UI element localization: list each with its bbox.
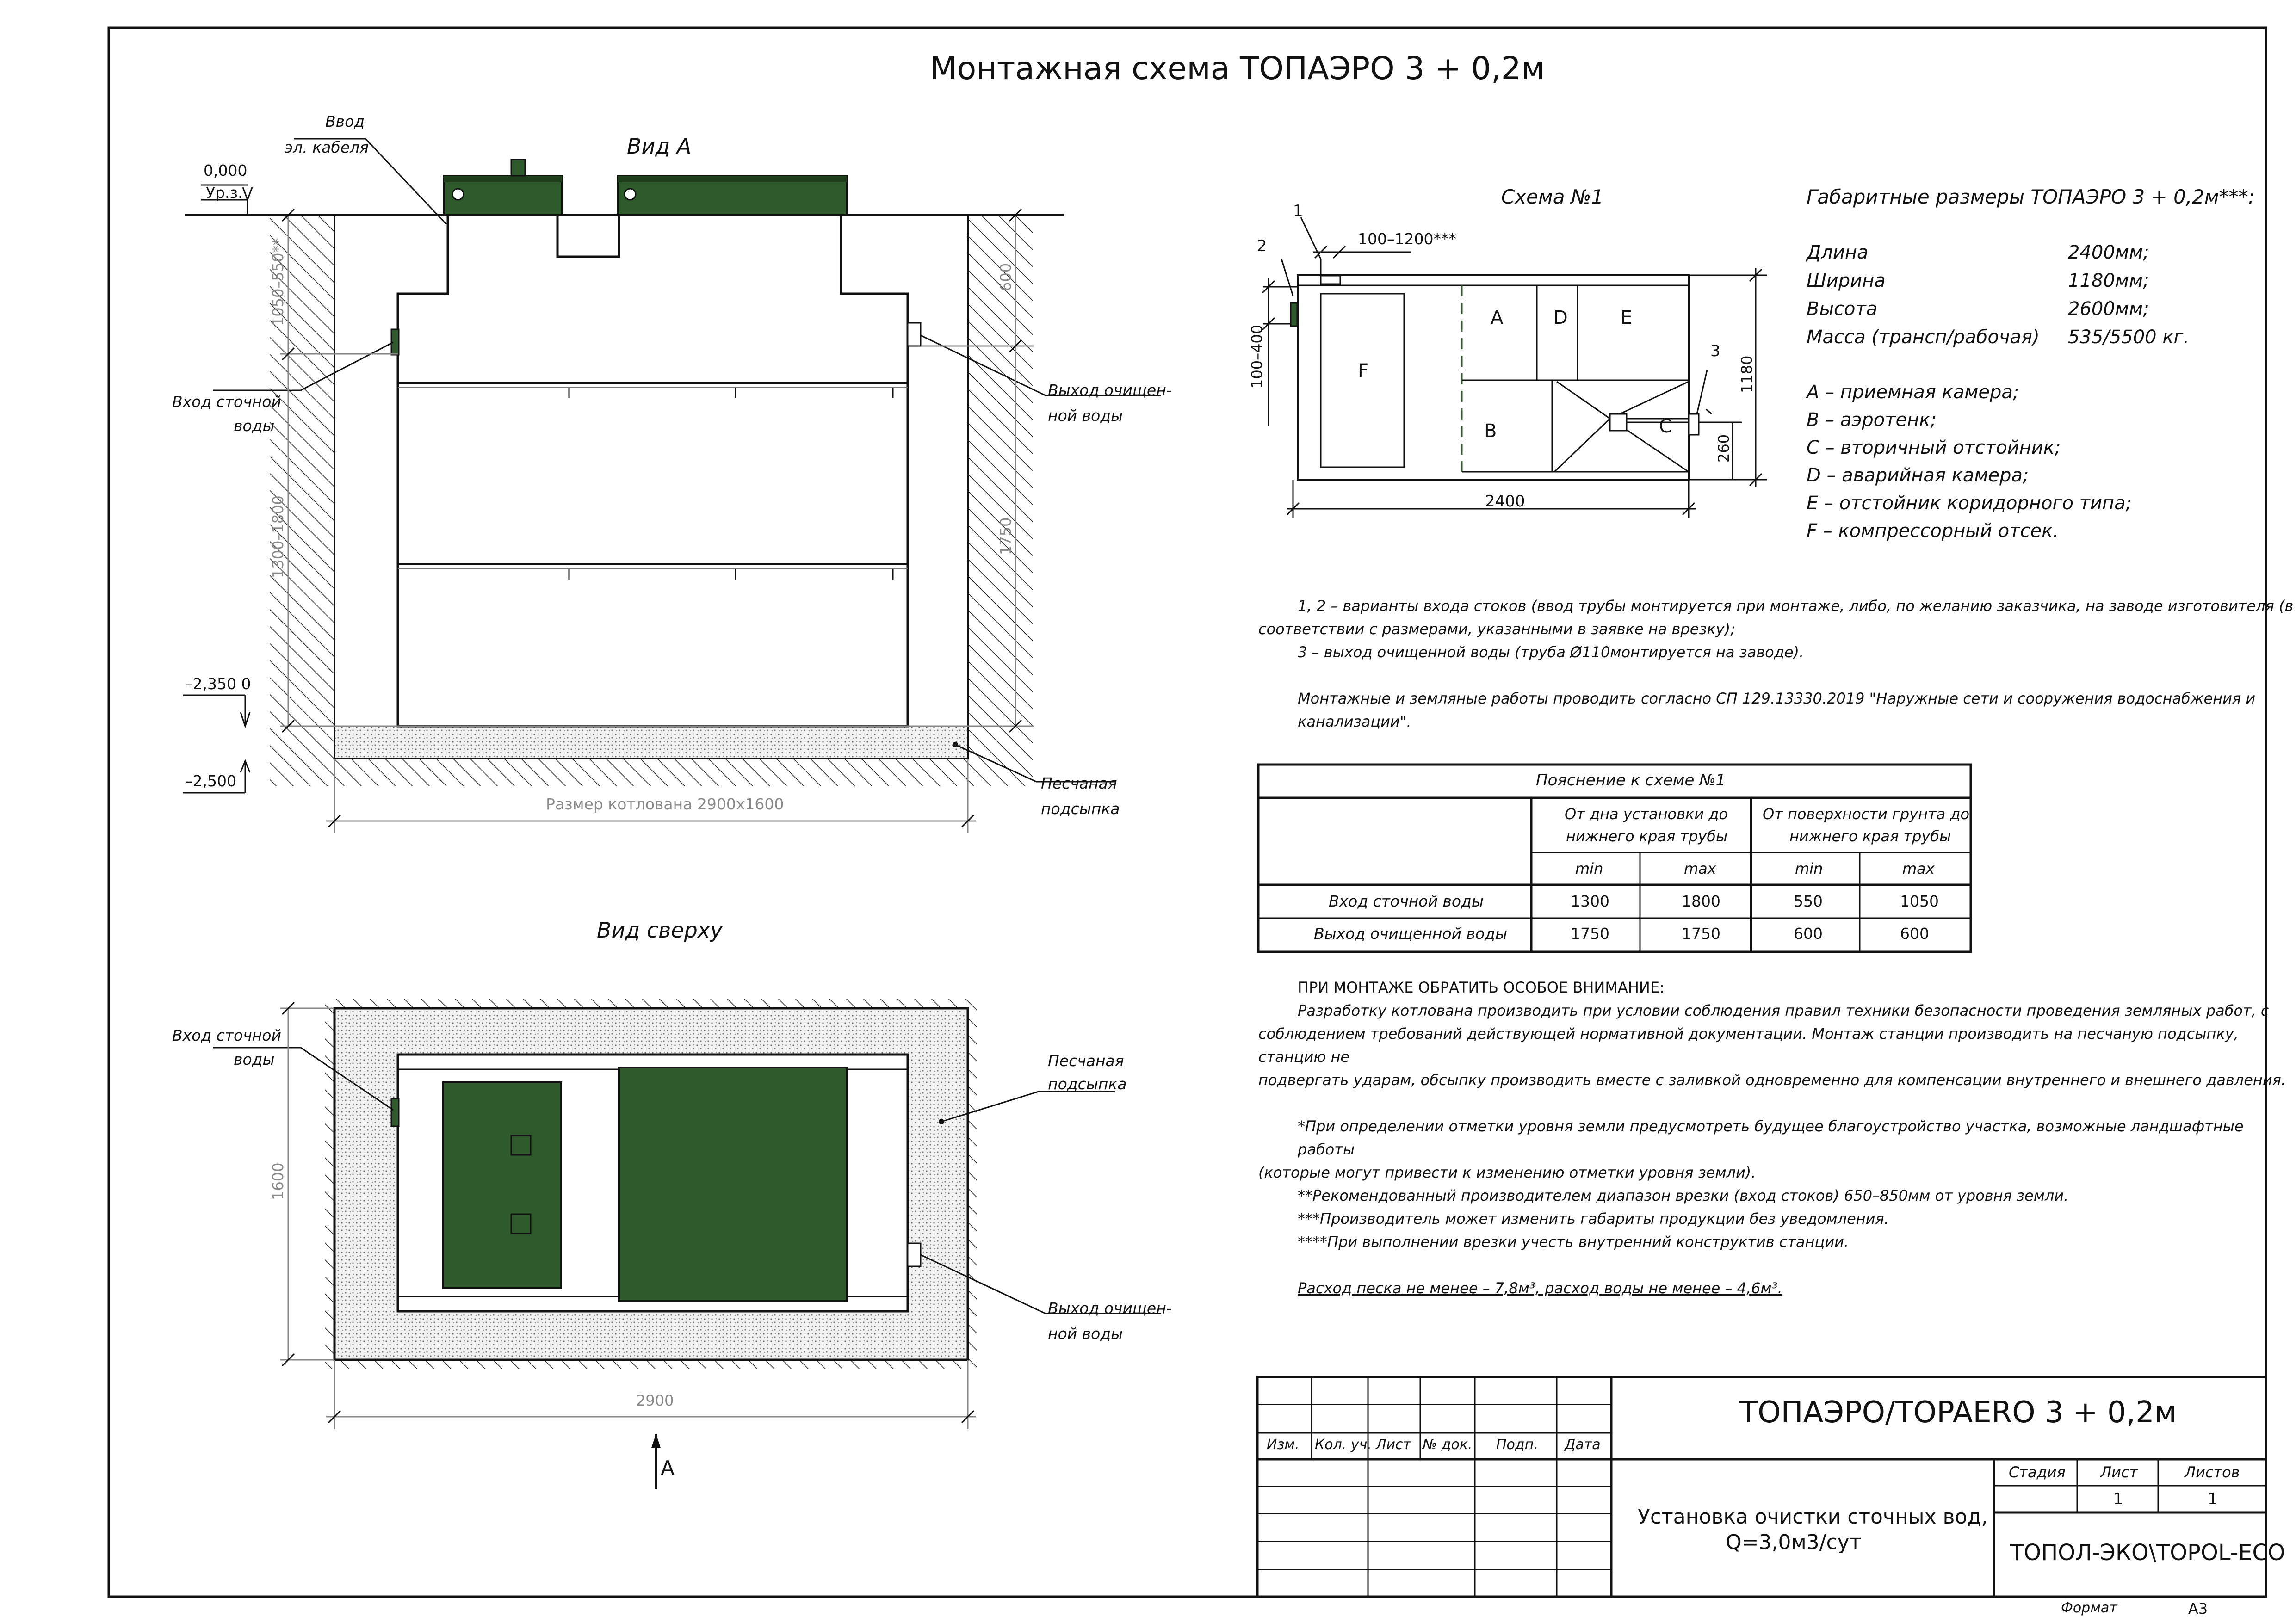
table-row1-label: Вход сточной воды xyxy=(1329,892,1484,910)
attention-p5: ****При выполнении врезки учесть внутренний конструктив станции. xyxy=(1298,1233,1849,1251)
dim-left: 1300–1800 xyxy=(269,495,287,578)
explanation-table-grid xyxy=(1258,765,1971,952)
scheme-letter-a: A xyxy=(1491,307,1504,328)
table-row2-v1: 1750 xyxy=(1571,925,1609,943)
attention-p2-line2: (которые могут привести к изменению отметки уровня земли). xyxy=(1258,1164,1756,1181)
scheme-1 xyxy=(1262,217,1767,518)
stamp-sheets-value: 1 xyxy=(2208,1490,2218,1508)
top-outlet-label-2: ной воды xyxy=(1048,1325,1123,1343)
cable-entry-label-1: Ввод xyxy=(325,112,365,130)
scheme-title: Схема №1 xyxy=(1501,185,1604,208)
dim-row-width-value: 1180мм; xyxy=(2068,270,2149,291)
table-sub-max-2: max xyxy=(1902,860,1935,877)
table-sub-min-1: min xyxy=(1575,860,1603,877)
attention-p4: ***Производитель может изменить габариты продукции без уведомления. xyxy=(1298,1210,1889,1228)
scheme-dim-outlet: 260 xyxy=(1715,434,1733,463)
table-sub-min-2: min xyxy=(1795,860,1823,877)
variants-line-1: 1, 2 – варианты входа стоков (ввод трубы монтируется при монтаже, либо, по желанию заказчика, на заводе изготовителя (в xyxy=(1298,597,2294,615)
scheme-label-3: 3 xyxy=(1710,342,1720,360)
table-group1-line1: От дна установки до xyxy=(1565,805,1728,823)
table-row2-label: Выход очищенной воды xyxy=(1314,925,1508,943)
side-inlet-label-2: воды xyxy=(234,417,275,435)
scheme-label-2: 2 xyxy=(1257,237,1267,255)
scheme-letter-c: C xyxy=(1659,416,1672,437)
dim-row-height-label: Высота xyxy=(1807,298,1878,320)
top-lid-left xyxy=(443,1082,561,1288)
level-pit-bottom: –2,500 xyxy=(185,772,236,790)
dim-top-height: 1600 xyxy=(269,1162,287,1200)
legend-d: D – аварийная камера; xyxy=(1807,465,2029,486)
side-outlet-label-1: Выход очищен- xyxy=(1048,381,1172,399)
legend-b: В – аэротенк; xyxy=(1807,409,1937,431)
level-tank-bottom: –2,350 0 xyxy=(185,675,251,693)
dim-top-left: 1050–550** xyxy=(269,238,287,326)
consumption-note: Расход песка не менее – 7,8м³, расход воды не менее – 4,6м³. xyxy=(1298,1279,1782,1297)
stamp-sheets-label: Листов xyxy=(2185,1463,2240,1481)
legend-c: С – вторичный отстойник; xyxy=(1807,437,2061,458)
dim-row-height-value: 2600мм; xyxy=(2068,298,2149,320)
side-inlet-label-1: Вход сточной xyxy=(172,393,281,411)
scheme-letter-b: B xyxy=(1484,420,1497,442)
variants-line-3: 3 – выход очищенной воды (труба Ø110монтируется на заводе). xyxy=(1298,643,1804,661)
stamp-col-date: Дата xyxy=(1565,1437,1601,1453)
stamp-col-kolich: Кол. уч. xyxy=(1315,1437,1372,1453)
format-label: Формат xyxy=(2061,1600,2117,1616)
cable-entry-label-2: эл. кабеля xyxy=(285,138,369,156)
top-inlet-label-1: Вход сточной xyxy=(172,1026,281,1044)
table-group2-line1: От поверхности грунта до xyxy=(1763,805,1970,823)
top-sand-label-1: Песчаная xyxy=(1048,1052,1124,1070)
side-sand-label-1: Песчаная xyxy=(1041,774,1117,792)
side-view-title: Вид А xyxy=(627,134,692,159)
attention-notes xyxy=(1258,976,2296,1300)
format-value: А3 xyxy=(2188,1600,2208,1617)
legend-a: А – приемная камера; xyxy=(1807,382,2019,403)
stamp-title: ТОПАЭРО/TOPAERO 3 + 0,2м xyxy=(1739,1395,2177,1430)
top-view xyxy=(213,999,1161,1489)
top-sand-label-2: подсыпка xyxy=(1048,1075,1127,1093)
attention-p1-line3: подвергать ударам, обсыпку производить вместе с заливкой одновременно для компенсации внутреннего и внешнего давления. xyxy=(1258,1071,2286,1089)
view-arrow-label: А xyxy=(661,1456,675,1480)
ground-level-value: 0,000 xyxy=(204,161,248,179)
stamp-col-izm: Изм. xyxy=(1267,1437,1300,1453)
stamp-sheet-value: 1 xyxy=(2113,1490,2123,1508)
scheme-dim-left: 100–400 xyxy=(1248,324,1266,389)
pit-size-label: Размер котлована 2900х1600 xyxy=(546,795,784,813)
dim-row-mass-label: Масса (трансп/рабочая) xyxy=(1807,327,2040,348)
scheme-letter-f: F xyxy=(1358,360,1369,382)
variants-notes xyxy=(1258,594,2296,733)
dim-row-width-label: Ширина xyxy=(1807,270,1886,291)
table-row1-v4: 1050 xyxy=(1900,892,1939,910)
table-group2-line2: нижнего края трубы xyxy=(1789,827,1951,845)
table-group1-line2: нижнего края трубы xyxy=(1566,827,1728,845)
scheme-label-1: 1 xyxy=(1293,202,1303,220)
stamp-col-doc: № док. xyxy=(1423,1437,1473,1453)
stamp-stage-label: Стадия xyxy=(2009,1463,2066,1481)
side-outlet-pipe xyxy=(908,323,921,346)
table-row1-v3: 550 xyxy=(1794,892,1823,910)
table-sub-max-1: max xyxy=(1684,860,1716,877)
dimensions-title: Габаритные размеры ТОПАЭРО 3 + 0,2м***: xyxy=(1807,185,2255,208)
top-lid-right xyxy=(619,1068,847,1301)
attention-p1-line2: соблюдением требований действующей нормативной документации. Монтаж станции производить на песчаную подсыпку, станцию не xyxy=(1258,1025,2239,1066)
scheme-dim-height: 1180 xyxy=(1738,355,1756,393)
variants-line-2: соответствии с размерами, указанными в заявке на врезку); xyxy=(1258,620,1735,638)
top-view-title: Вид сверху xyxy=(597,918,723,943)
stamp-description-2: Q=3,0м3/сут xyxy=(1726,1530,1862,1554)
stamp-description-1: Установка очистки сточных вод, xyxy=(1638,1505,1988,1529)
scheme-letter-d: D xyxy=(1553,307,1568,328)
attention-p2-line1: *При определении отметки уровня земли предусмотреть будущее благоустройство участка, возможные ландшафтные работы xyxy=(1298,1117,2244,1158)
table-title: Пояснение к схеме №1 xyxy=(1536,771,1726,790)
top-inlet-label-2: воды xyxy=(234,1050,275,1068)
top-width-dim: 2900 xyxy=(636,1392,674,1409)
attention-p1-line1: Разработку котлована производить при условии соблюдения правил техники безопасности проведения земляных работ, с xyxy=(1298,1002,2269,1019)
scheme-dim-length: 2400 xyxy=(1485,492,1525,511)
side-view xyxy=(183,139,1161,833)
dim-right: 1750 xyxy=(997,517,1015,555)
top-outlet-label-1: Выход очищен- xyxy=(1048,1299,1172,1317)
drawing-title: Монтажная схема ТОПАЭРО 3 + 0,2м xyxy=(930,50,1545,87)
attention-p3: **Рекомендованный производителем диапазон врезки (вход стоков) 650–850мм от уровня земли. xyxy=(1298,1187,2069,1204)
table-row1-v1: 1300 xyxy=(1571,892,1609,910)
legend-f: F – компрессорный отсек. xyxy=(1807,520,2059,542)
stamp-col-sign: Подп. xyxy=(1496,1437,1538,1453)
stamp-col-list: Лист xyxy=(1376,1437,1411,1453)
dim-top-right: 600 xyxy=(997,263,1015,291)
scheme-dim-top: 100–1200*** xyxy=(1358,230,1456,248)
table-row2-v3: 600 xyxy=(1794,925,1823,943)
sand-bed xyxy=(334,726,968,759)
scheme-letter-e: E xyxy=(1621,307,1633,328)
attention-heading: ПРИ МОНТАЖЕ ОБРАТИТЬ ОСОБОЕ ВНИМАНИЕ: xyxy=(1298,979,1665,996)
stamp-company: ТОПОЛ-ЭКО\TOPOL-ECO xyxy=(2010,1540,2285,1566)
dim-row-length-value: 2400мм; xyxy=(2068,242,2149,263)
dim-row-mass-value: 535/5500 кг. xyxy=(2068,327,2190,348)
tank-body xyxy=(398,215,908,726)
legend-e: Е – отстойник коридорного типа; xyxy=(1807,493,2132,514)
side-sand-label-2: подсыпка xyxy=(1041,800,1120,818)
ground-level-label: Ур.з. xyxy=(206,184,243,202)
table-row2-v4: 600 xyxy=(1900,925,1929,943)
dim-row-length-label: Длина xyxy=(1807,242,1869,263)
works-note: Монтажные и земляные работы проводить согласно СП 129.13330.2019 "Наружные сети и сооружения водоснабжения и канализации". xyxy=(1298,690,2256,730)
stamp-sheet-label: Лист xyxy=(2100,1463,2138,1481)
side-outlet-label-2: ной воды xyxy=(1048,407,1123,425)
table-row1-v2: 1800 xyxy=(1682,892,1720,910)
table-row2-v2: 1750 xyxy=(1682,925,1720,943)
